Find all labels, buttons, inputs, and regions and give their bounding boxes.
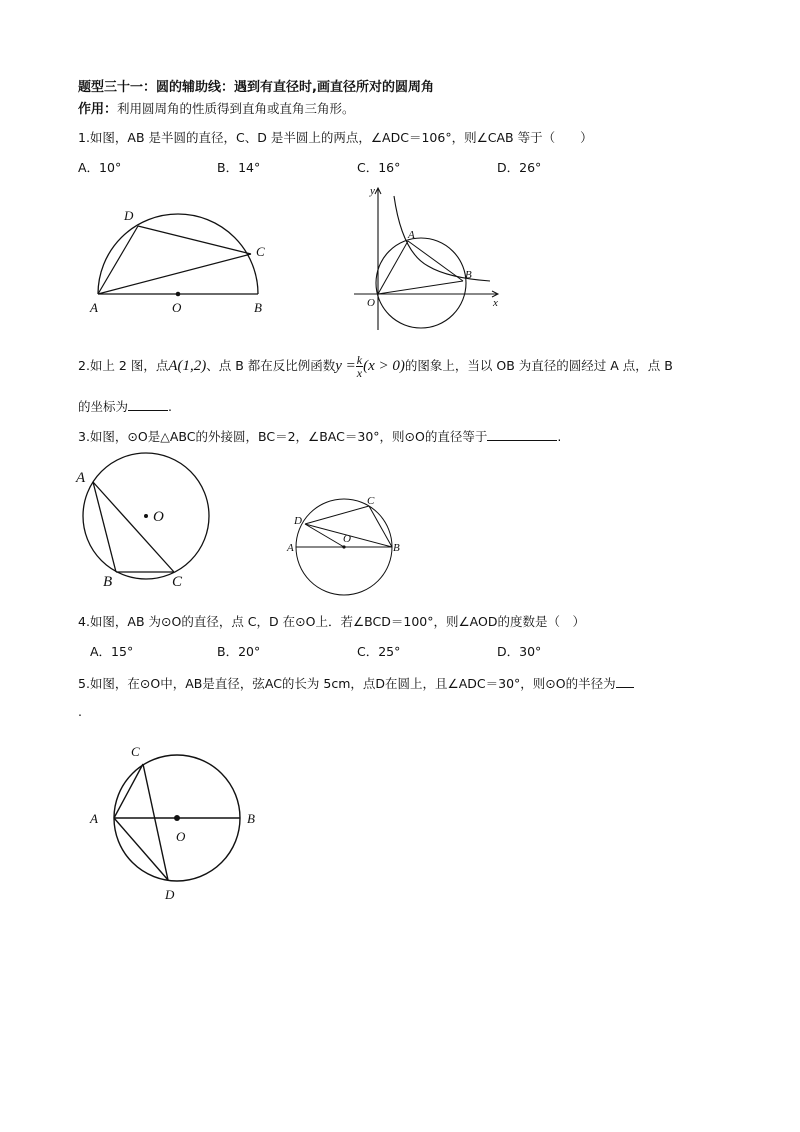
q3-line: [78, 428, 561, 445]
label-o: O: [176, 829, 186, 844]
q3-text: 3.如图，⊙O是△ABC的外接圆，BC＝2，∠BAC＝30°，则⊙O的直径等于: [78, 429, 488, 444]
figure-1-semicircle: [80, 200, 280, 320]
center-dot: [144, 514, 148, 518]
q4-option-a: A．15°: [90, 644, 134, 659]
q2-point-a: A(1,2): [168, 358, 207, 374]
center-dot: [176, 292, 181, 297]
q2-line1: [78, 353, 673, 379]
purpose-line: [78, 101, 355, 118]
q4-option-c: C．25°: [357, 644, 401, 659]
q2-domain: (x > 0): [363, 358, 405, 374]
label-d: D: [294, 515, 302, 527]
q5-text: 5.如图，在⊙O中，AB是直径，弦AC的长为 5cm，点D在圆上，且∠ADC＝30°，则⊙O的半径为: [78, 676, 616, 691]
center-dot: [174, 815, 180, 821]
label-d: D: [165, 887, 175, 902]
label-b: B: [465, 269, 472, 281]
label-a: A: [408, 229, 415, 241]
q2-line2-text: 的坐标为: [78, 399, 129, 414]
segment-ob: [378, 281, 463, 294]
q1-option-d: D．26°: [497, 160, 542, 175]
q2-prefix: 2.如上 2 图，点: [78, 358, 169, 373]
q2-frac-num: k: [356, 353, 363, 367]
q5-line1: [78, 675, 634, 692]
q2-frac-den: x: [356, 366, 363, 380]
q2-suffix: 的图象上，当以 OB 为直径的圆经过 A 点，点 B: [404, 358, 673, 373]
label-b: B: [393, 542, 400, 554]
q3-suffix: .: [557, 429, 562, 444]
q2-line2: [78, 398, 172, 415]
label-o: O: [172, 300, 182, 315]
purpose-label: 作用：: [78, 102, 118, 117]
label-o: O: [153, 509, 164, 525]
q1-text: 1.如图，AB 是半圆的直径，C、D 是半圆上的两点，∠ADC＝106°，则∠CAB 等于（ ）: [78, 130, 593, 145]
chord-ac: [98, 254, 251, 294]
label-b: B: [254, 300, 262, 315]
q3-answer-blank[interactable]: [487, 428, 557, 441]
q2-answer-blank[interactable]: [128, 398, 168, 411]
center-dot: [342, 545, 345, 548]
q5-line2: .: [78, 704, 82, 719]
label-o: O: [343, 533, 351, 545]
q5-answer-blank[interactable]: [616, 675, 634, 688]
figure-3-circumcircle: [70, 460, 220, 590]
figure-4-circle: [285, 492, 415, 602]
label-y: y: [370, 185, 375, 197]
purpose-text: 利用圆周角的性质得到直角或直角三角形。: [117, 101, 355, 116]
label-x: x: [493, 297, 498, 309]
q1-option-a: A．10°: [78, 160, 122, 175]
label-o: O: [367, 297, 375, 309]
label-c: C: [256, 244, 265, 259]
chord-dc: [138, 226, 251, 254]
q4-text: 4.如图，AB 为⊙O的直径，点 C，D 在⊙O上．若∠BCD＝100°，则∠AOD的度数是（ ）: [78, 614, 585, 629]
figure-2-coordinate-plot: [350, 182, 510, 332]
q1-option-c: C．16°: [357, 160, 401, 175]
label-c: C: [131, 744, 140, 759]
segment-oa: [378, 241, 408, 294]
segment-ab: [408, 241, 463, 281]
q4-option-b: B．20°: [217, 644, 261, 659]
label-b: B: [103, 574, 113, 590]
q1-option-b: B．14°: [217, 160, 261, 175]
chord-ac: [114, 764, 143, 818]
label-a: A: [76, 470, 86, 486]
q2-func-lhs: y =: [335, 358, 356, 374]
label-d: D: [124, 208, 134, 223]
label-a: A: [287, 542, 294, 554]
label-c: C: [367, 495, 375, 507]
label-a: A: [90, 300, 98, 315]
radius-od: [305, 524, 344, 547]
q4-option-d: D．30°: [497, 644, 542, 659]
q2-line2-end: .: [168, 399, 172, 414]
page-title: 题型三十一：圆的辅助线：遇到有直径时,画直径所对的圆周角: [78, 80, 434, 95]
chord-ad: [98, 226, 138, 294]
chord-cd: [143, 764, 168, 880]
label-c: C: [172, 574, 183, 590]
chord-cb: [369, 506, 392, 547]
figure-5-circle: [85, 740, 270, 905]
label-a: A: [90, 811, 98, 826]
label-b: B: [247, 811, 255, 826]
q2-mid: 、点 B 都在反比例函数: [206, 358, 336, 373]
